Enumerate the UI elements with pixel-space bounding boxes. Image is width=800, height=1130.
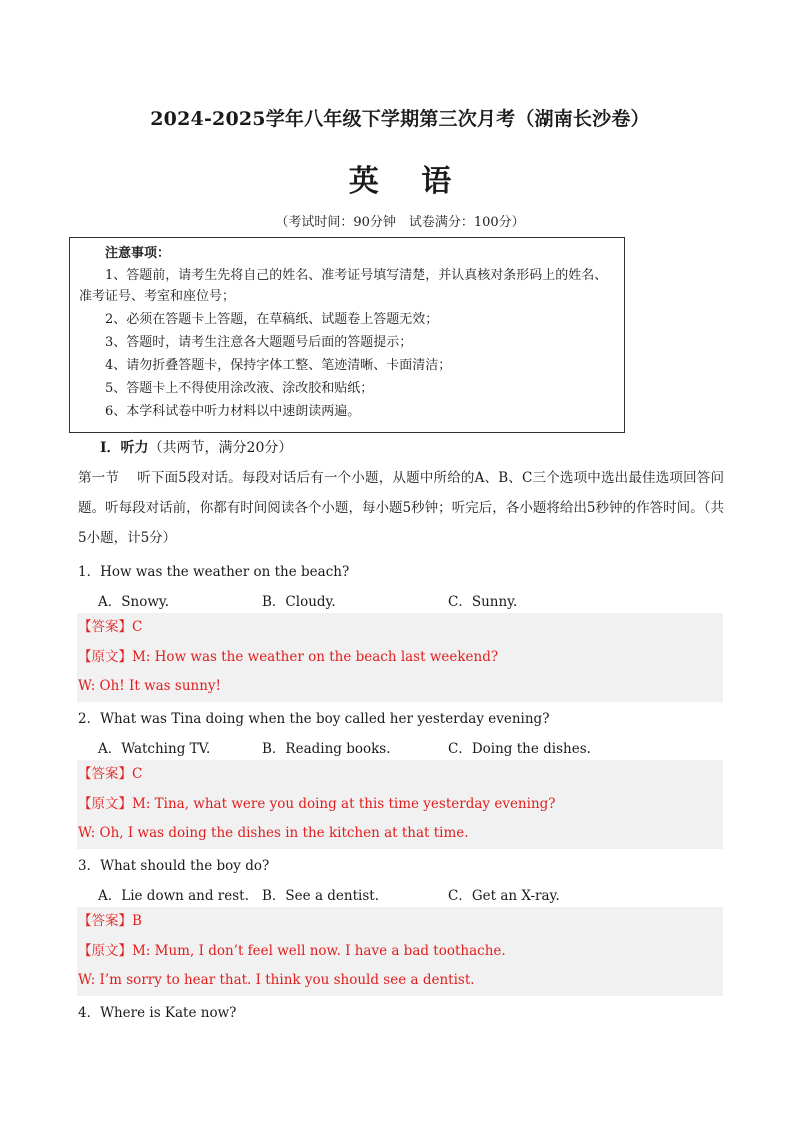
notice-box bbox=[69, 237, 625, 433]
answer-block bbox=[77, 760, 723, 849]
option-b: B．Reading books. bbox=[262, 741, 391, 757]
section-heading bbox=[100, 437, 292, 457]
option-a: A．Snowy. bbox=[98, 594, 170, 610]
script-line: 【原文】M: How was the weather on the beach last weekend? bbox=[78, 648, 499, 665]
option-b: B．Cloudy. bbox=[262, 594, 336, 610]
exam-meta: （考试时间：90分钟 试卷满分：100分） bbox=[275, 215, 525, 230]
question-stem: 4．Where is Kate now? bbox=[78, 1005, 237, 1021]
question-stem: 3．What should the boy do? bbox=[78, 858, 270, 874]
notice-item: 4、请勿折叠答题卡，保持字体工整、笔迹清晰、卡面清洁； bbox=[105, 358, 452, 373]
answer-key: 【答案】C bbox=[78, 619, 143, 635]
option-c: C．Get an X-ray. bbox=[448, 888, 560, 904]
notice-heading: 注意事项： bbox=[105, 246, 171, 261]
option-c: C．Sunny. bbox=[448, 594, 518, 610]
answer-key: 【答案】B bbox=[78, 913, 142, 929]
option-a: A．Lie down and rest. bbox=[98, 888, 249, 904]
answer-block bbox=[77, 613, 723, 702]
section-label: I．听力 bbox=[100, 440, 149, 456]
script-line: 【原文】M: Tina, what were you doing at this time yesterday evening? bbox=[78, 795, 556, 812]
notice-item: 3、答题时，请考生注意各大题题号后面的答题提示； bbox=[105, 335, 413, 350]
notice-item: 5、答题卡上不得使用涂改液、涂改胶和贴纸； bbox=[105, 381, 374, 396]
notice-item: 1、答题前，请考生先将自己的姓名、准考证号填写清楚，并认真核对条形码上的姓名、准考证号、考室和座位号； bbox=[79, 268, 608, 304]
section-note: （共两节，满分20分） bbox=[148, 440, 293, 456]
answer-block bbox=[77, 907, 723, 996]
option-b: B．See a dentist. bbox=[262, 888, 379, 904]
subject-title: 英 语 bbox=[348, 164, 468, 199]
option-a: A．Watching TV. bbox=[98, 741, 211, 757]
script-line: 【原文】M: Mum, I don’t feel well now. I have a bad toothache. bbox=[78, 942, 506, 959]
notice-item: 6、本学科试卷中听力材料以中速朗读两遍。 bbox=[105, 404, 361, 419]
section-intro: 第一节 听下面5段对话。每段对话后有一个小题，从题中所给的A、B、C三个选项中选出最佳选项回答问题。听每段对话前，你都有时间阅读各个小题，每小题5秒钟；听完后，各小题将给出5秒钟的作答时间。（共5小题，计5分） bbox=[78, 470, 724, 546]
question-stem: 2．What was Tina doing when the boy called her yesterday evening? bbox=[78, 711, 550, 727]
notice-item: 2、必须在答题卡上答题，在草稿纸、试题卷上答题无效； bbox=[105, 312, 439, 327]
script-line: W: I’m sorry to hear that. I think you should see a dentist. bbox=[78, 972, 475, 988]
answer-key: 【答案】C bbox=[78, 766, 143, 782]
script-line: W: Oh, I was doing the dishes in the kitchen at that time. bbox=[78, 825, 469, 841]
question-stem: 1．How was the weather on the beach? bbox=[78, 564, 350, 580]
option-c: C．Doing the dishes. bbox=[448, 741, 591, 757]
exam-title: 2024-2025学年八年级下学期第三次月考（湖南长沙卷） bbox=[150, 108, 650, 130]
script-line: W: Oh! It was sunny! bbox=[78, 678, 221, 694]
